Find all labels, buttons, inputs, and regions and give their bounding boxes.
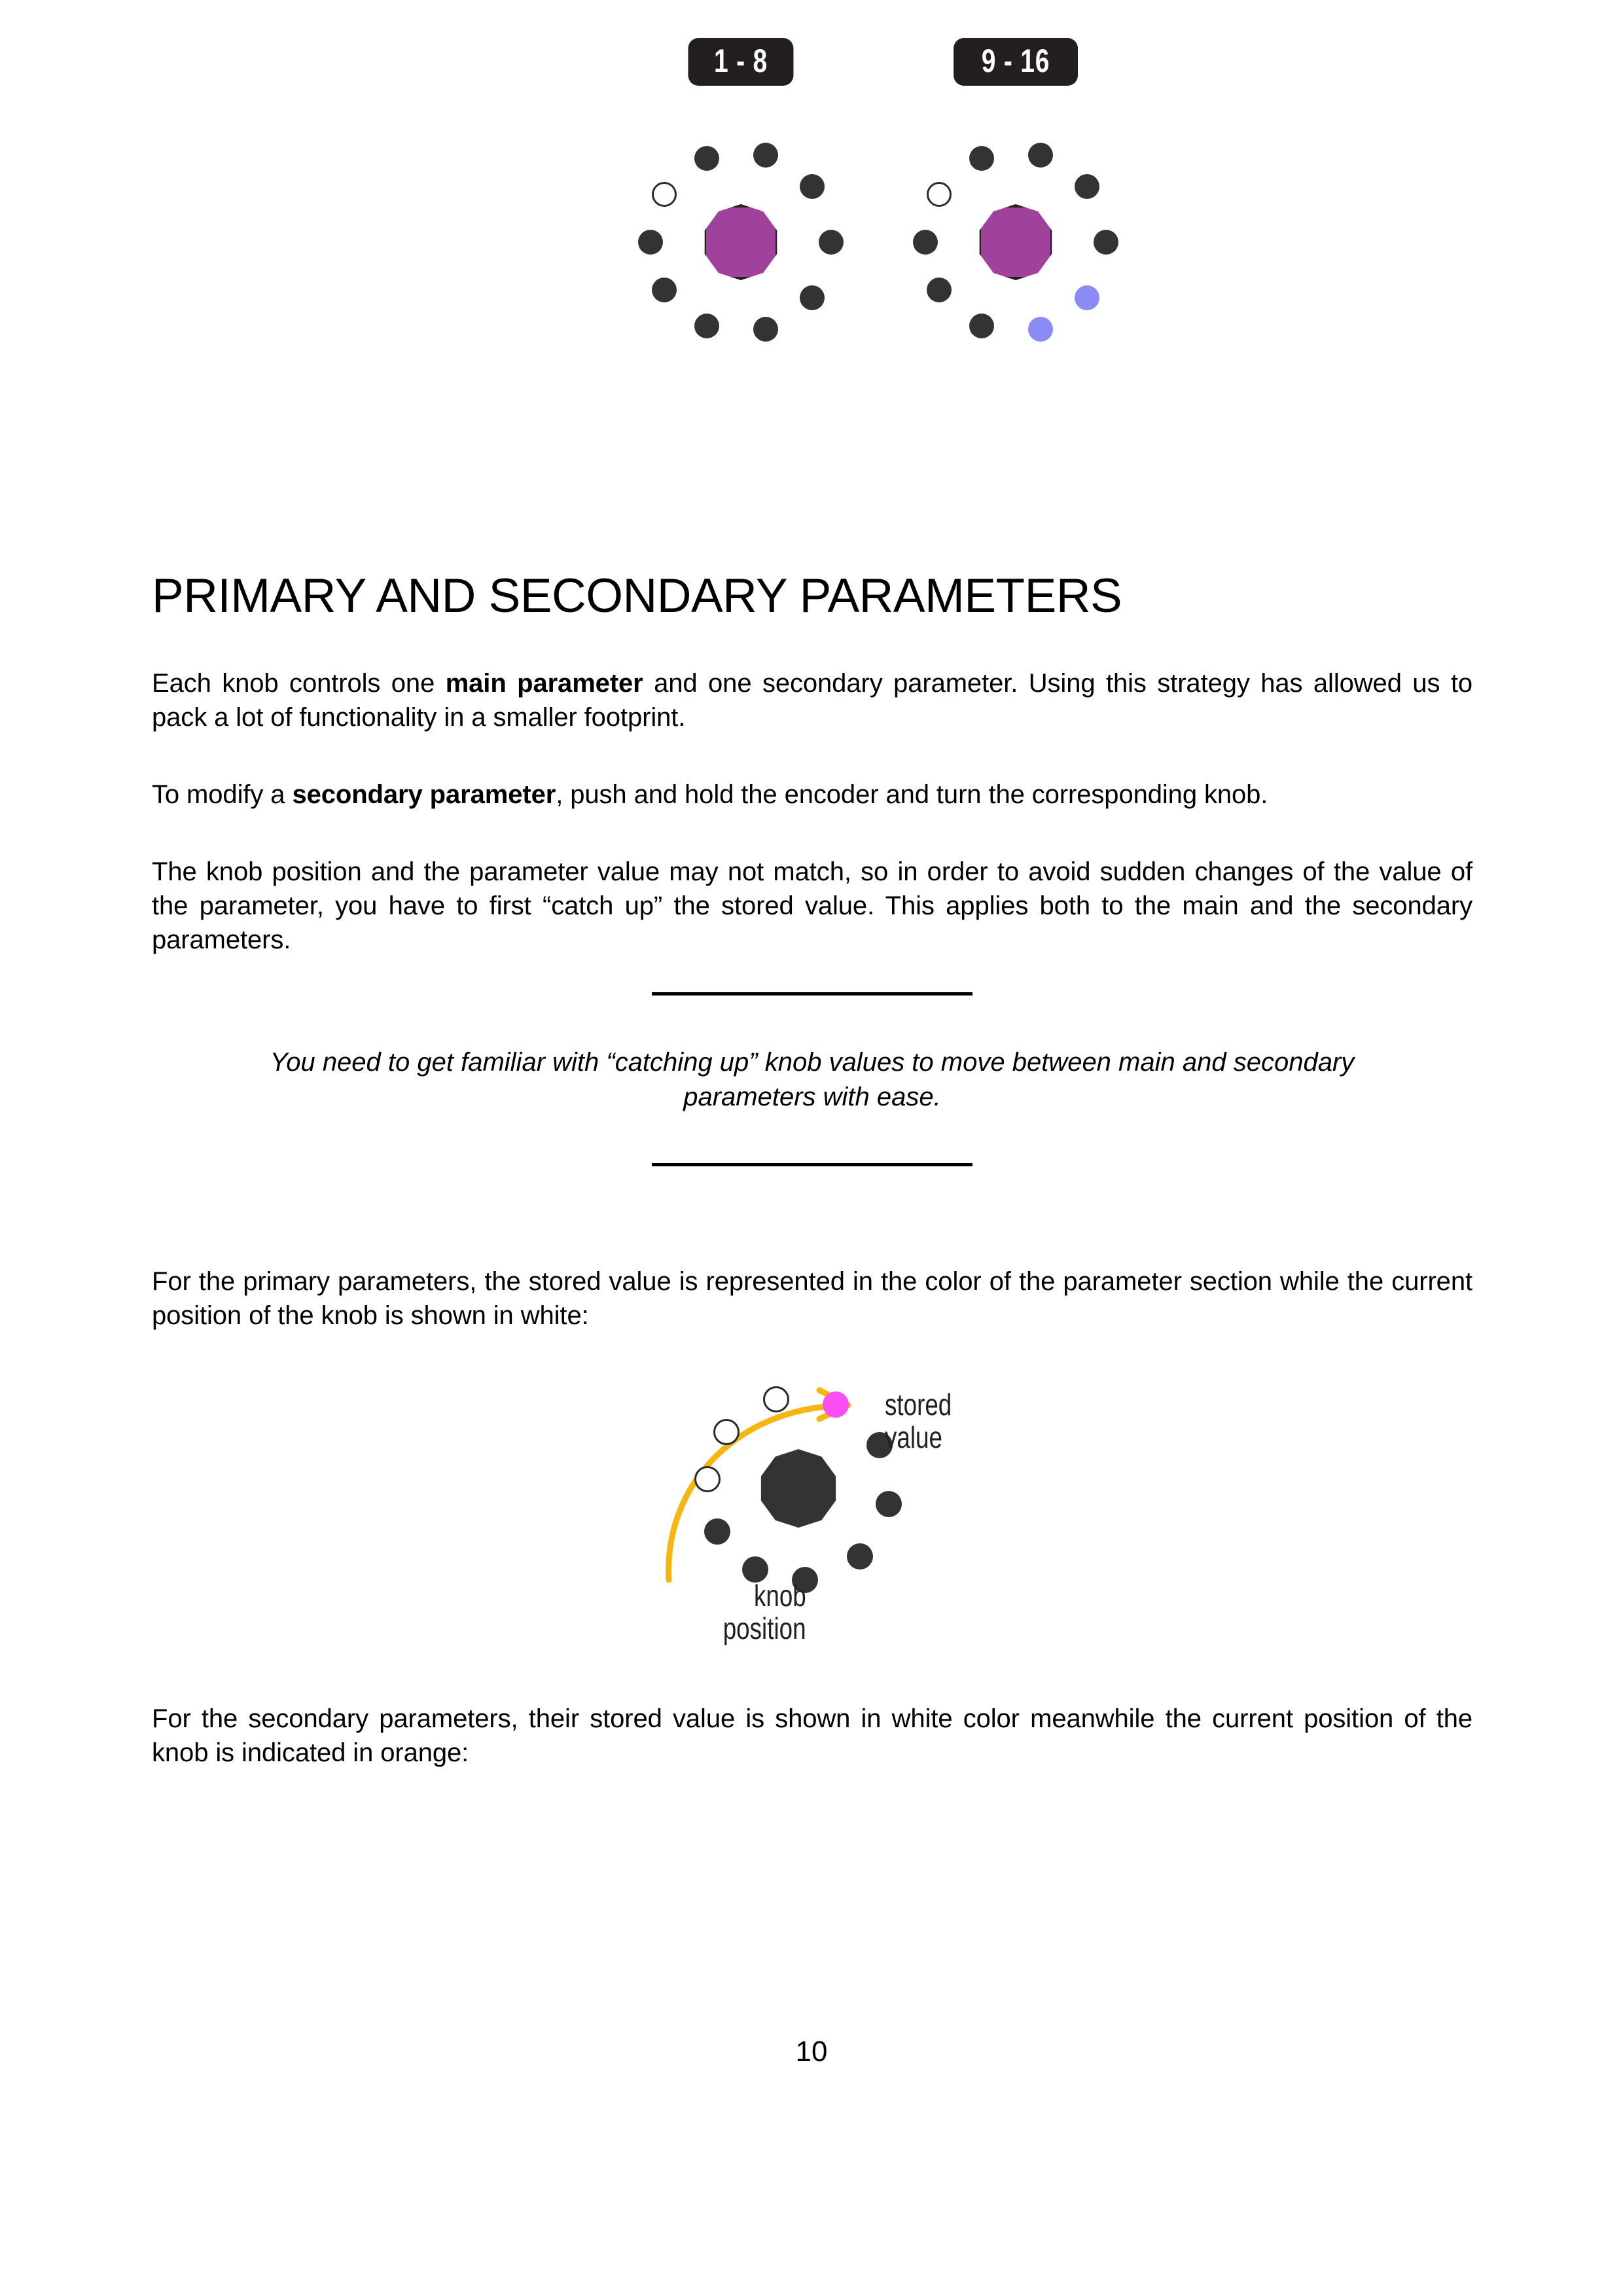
page-title-wrap	[152, 569, 1472, 623]
p1-bold: main parameter	[445, 668, 643, 698]
knob-group-9-16	[832, 0, 1199, 406]
p1-text-b: and one secondary parameter. Using this strategy has allowed us to pack a lot of functionality in a smaller footprint.	[152, 668, 1472, 732]
label-stored-value	[885, 1389, 969, 1454]
led-indicator	[847, 1543, 873, 1570]
knob-hub-detail	[759, 1449, 838, 1528]
led-indicator	[704, 1518, 730, 1545]
led-indicator	[927, 182, 952, 207]
led-indicator	[652, 182, 677, 207]
knob-hub	[978, 204, 1054, 280]
led-indicator	[694, 314, 719, 338]
p2-text-a: To modify a	[152, 780, 293, 809]
page-number: 10	[795, 2036, 828, 2068]
figure-knob-banks	[152, 0, 1472, 419]
led-indicator	[800, 285, 825, 310]
knob-scene	[623, 1384, 1029, 1685]
led-indicator	[652, 278, 677, 302]
p2-text-b: , push and hold the encoder and turn the corresponding knob.	[556, 780, 1268, 809]
p1-text-a: Each knob controls one	[152, 668, 446, 698]
led-indicator	[969, 146, 994, 171]
range-badge-label: 1 - 8	[714, 43, 768, 79]
paragraph-main-parameter	[152, 666, 1472, 734]
range-badge-9-16	[954, 38, 1078, 86]
led-indicator	[913, 230, 938, 255]
led-indicator	[823, 1391, 849, 1418]
led-indicator	[1075, 174, 1099, 199]
label-stored-line1: stored	[885, 1388, 952, 1422]
dial-ring-1-8	[630, 131, 852, 353]
led-indicator	[713, 1419, 740, 1445]
knob-hub	[703, 204, 779, 280]
led-indicator	[638, 230, 663, 255]
led-indicator	[753, 143, 778, 168]
led-indicator	[753, 317, 778, 342]
content-column	[152, 0, 1472, 1770]
label-knob-line2: position	[723, 1611, 806, 1645]
led-indicator	[1094, 230, 1118, 255]
label-knob-position	[630, 1580, 806, 1645]
dial-ring-9-16	[904, 131, 1127, 353]
led-indicator	[876, 1491, 902, 1517]
figure-knob-detail	[152, 1384, 1472, 1685]
page-title: PRIMARY AND SECONDARY PARAMETERS	[152, 569, 1122, 622]
label-knob-line1: knob	[754, 1579, 806, 1613]
paragraph-primary-parameters: For the primary parameters, the stored value is represented in the color of the parameter section while the current position of the knob is shown in white:	[152, 1267, 1472, 1331]
paragraph-secondary-parameters: For the secondary parameters, their stored value is shown in white color meanwhile the current position of the knob is indicated in orange:	[152, 1704, 1472, 1768]
p2-bold: secondary parameter	[292, 780, 556, 809]
led-indicator	[927, 278, 952, 302]
led-indicator	[969, 314, 994, 338]
led-indicator	[1075, 285, 1099, 310]
paragraph-catch-up: The knob position and the parameter value may not match, so in order to avoid sudden changes of the value of the parameter, you have to first “catch up” the stored value. This applies both to the main and the secondary parameters.	[152, 857, 1472, 954]
paragraph-secondary-parameter	[152, 778, 1472, 812]
range-badge-1-8	[688, 38, 793, 86]
pull-quote: You need to get familiar with “catching up” knob values to move between main and secondary parameters with ease.	[270, 1047, 1355, 1111]
led-indicator	[763, 1386, 789, 1412]
led-indicator	[1028, 317, 1053, 342]
range-badge-label: 9 - 16	[981, 43, 1050, 79]
led-indicator	[694, 1466, 721, 1492]
led-indicator	[694, 146, 719, 171]
led-indicator	[800, 174, 825, 199]
label-stored-line2: value	[885, 1420, 942, 1454]
led-indicator	[1028, 143, 1053, 168]
